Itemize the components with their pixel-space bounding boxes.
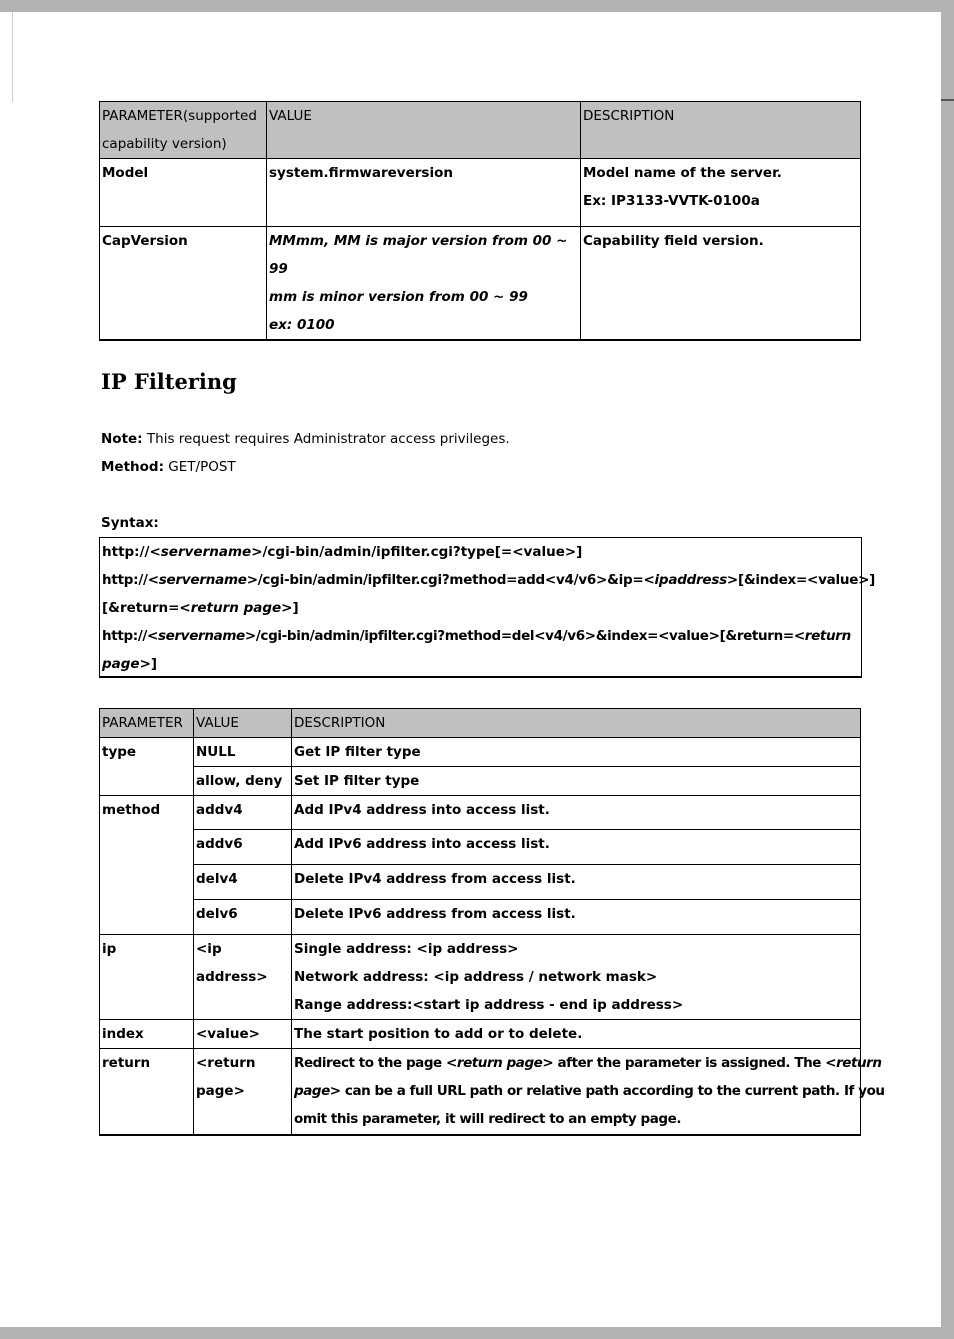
note-label: Note: [101, 431, 143, 447]
param-cell: Model [100, 159, 267, 227]
column-header: PARAMETER [100, 709, 194, 738]
method-line [101, 453, 236, 481]
table-row [100, 796, 861, 830]
note-text: This request requires Administrator access privileges. [142, 431, 510, 447]
param-cell: return [100, 1049, 194, 1135]
table-row [100, 159, 861, 227]
desc-cell: Get IP filter type [292, 738, 861, 767]
page-edge-mark [941, 99, 954, 101]
table-row [100, 900, 861, 935]
table-row [100, 1020, 861, 1049]
value-cell: addv4 [194, 796, 292, 830]
desc-line: Model name of the server. [583, 165, 782, 181]
column-header: VALUE [267, 102, 581, 159]
param-cell: method [100, 796, 194, 935]
desc-cell: Delete IPv4 address from access list. [292, 865, 861, 900]
value-line: MMmm, MM is major version from 00 ~ 99 [269, 233, 568, 277]
table-header-row [100, 102, 861, 159]
desc-line: page> can be a full URL path or relative path according to the current path. If you [294, 1083, 885, 1099]
desc-line: Ex: IP3133-VVTK-0100a [583, 193, 760, 209]
desc-line: Range address:<start ip address - end ip address> [294, 997, 684, 1013]
value-cell: <value> [194, 1020, 292, 1049]
ipfilter-parameter-table [99, 708, 885, 1136]
desc-cell: Add IPv6 address into access list. [292, 830, 861, 865]
param-cell: CapVersion [100, 227, 267, 341]
table-row [100, 767, 861, 796]
table-row [100, 1049, 861, 1135]
syntax-line: http://<servername>/cgi-bin/admin/ipfilter.cgi?method=add<v4/v6>&ip=<ipaddress>[&index=<value>] [102, 572, 876, 588]
syntax-line: http://<servername>/cgi-bin/admin/ipfilter.cgi?method=del<v4/v6>&index=<value>[&return=<return [102, 628, 851, 644]
desc-cell: Capability field version. [581, 227, 861, 341]
table-row [100, 865, 861, 900]
table-row [100, 935, 861, 1020]
syntax-label: Syntax: [101, 515, 159, 531]
desc-cell [581, 159, 861, 227]
table-row [100, 227, 861, 341]
desc-cell: The start position to add or to delete. [292, 1020, 861, 1049]
value-cell: delv4 [194, 865, 292, 900]
value-cell: addv6 [194, 830, 292, 865]
table-row [100, 830, 861, 865]
page-corner-mark [12, 12, 13, 102]
column-header: PARAMETER(supported capability version) [100, 102, 267, 159]
syntax-line: [&return=<return page>] [102, 600, 299, 616]
note-line [101, 425, 510, 453]
desc-cell: Add IPv4 address into access list. [292, 796, 861, 830]
method-label: Method: [101, 459, 164, 475]
param-cell: index [100, 1020, 194, 1049]
desc-cell: Set IP filter type [292, 767, 861, 796]
value-cell: allow, deny [194, 767, 292, 796]
desc-cell: Delete IPv6 address from access list. [292, 900, 861, 935]
desc-line: omit this parameter, it will redirect to an empty page. [294, 1111, 681, 1127]
table-row [100, 738, 861, 767]
section-title: IP Filtering [101, 369, 237, 394]
value-cell: <ip address> [194, 935, 292, 1020]
desc-line: Network address: <ip address / network mask> [294, 969, 658, 985]
desc-line: Single address: <ip address> [294, 941, 519, 957]
param-cell: ip [100, 935, 194, 1020]
table-header-row [100, 709, 861, 738]
column-header: DESCRIPTION [581, 102, 861, 159]
value-line: mm is minor version from 00 ~ 99 [269, 289, 528, 305]
value-cell: delv6 [194, 900, 292, 935]
desc-line: Redirect to the page <return page> after the parameter is assigned. The <return [294, 1055, 882, 1071]
syntax-box [99, 537, 876, 678]
capability-table [99, 101, 861, 341]
column-header: VALUE [194, 709, 292, 738]
value-cell: <return page> [194, 1049, 292, 1135]
value-cell [267, 227, 581, 341]
method-text: GET/POST [164, 459, 236, 475]
syntax-line: page>] [102, 656, 158, 672]
desc-cell [292, 935, 861, 1020]
param-cell: type [100, 738, 194, 796]
value-line: ex: 0100 [269, 317, 335, 333]
column-header: DESCRIPTION [292, 709, 861, 738]
syntax-line: http://<servername>/cgi-bin/admin/ipfilter.cgi?type[=<value>] [102, 544, 583, 560]
desc-cell [292, 1049, 885, 1135]
value-cell: system.firmwareversion [267, 159, 581, 227]
value-cell: NULL [194, 738, 292, 767]
